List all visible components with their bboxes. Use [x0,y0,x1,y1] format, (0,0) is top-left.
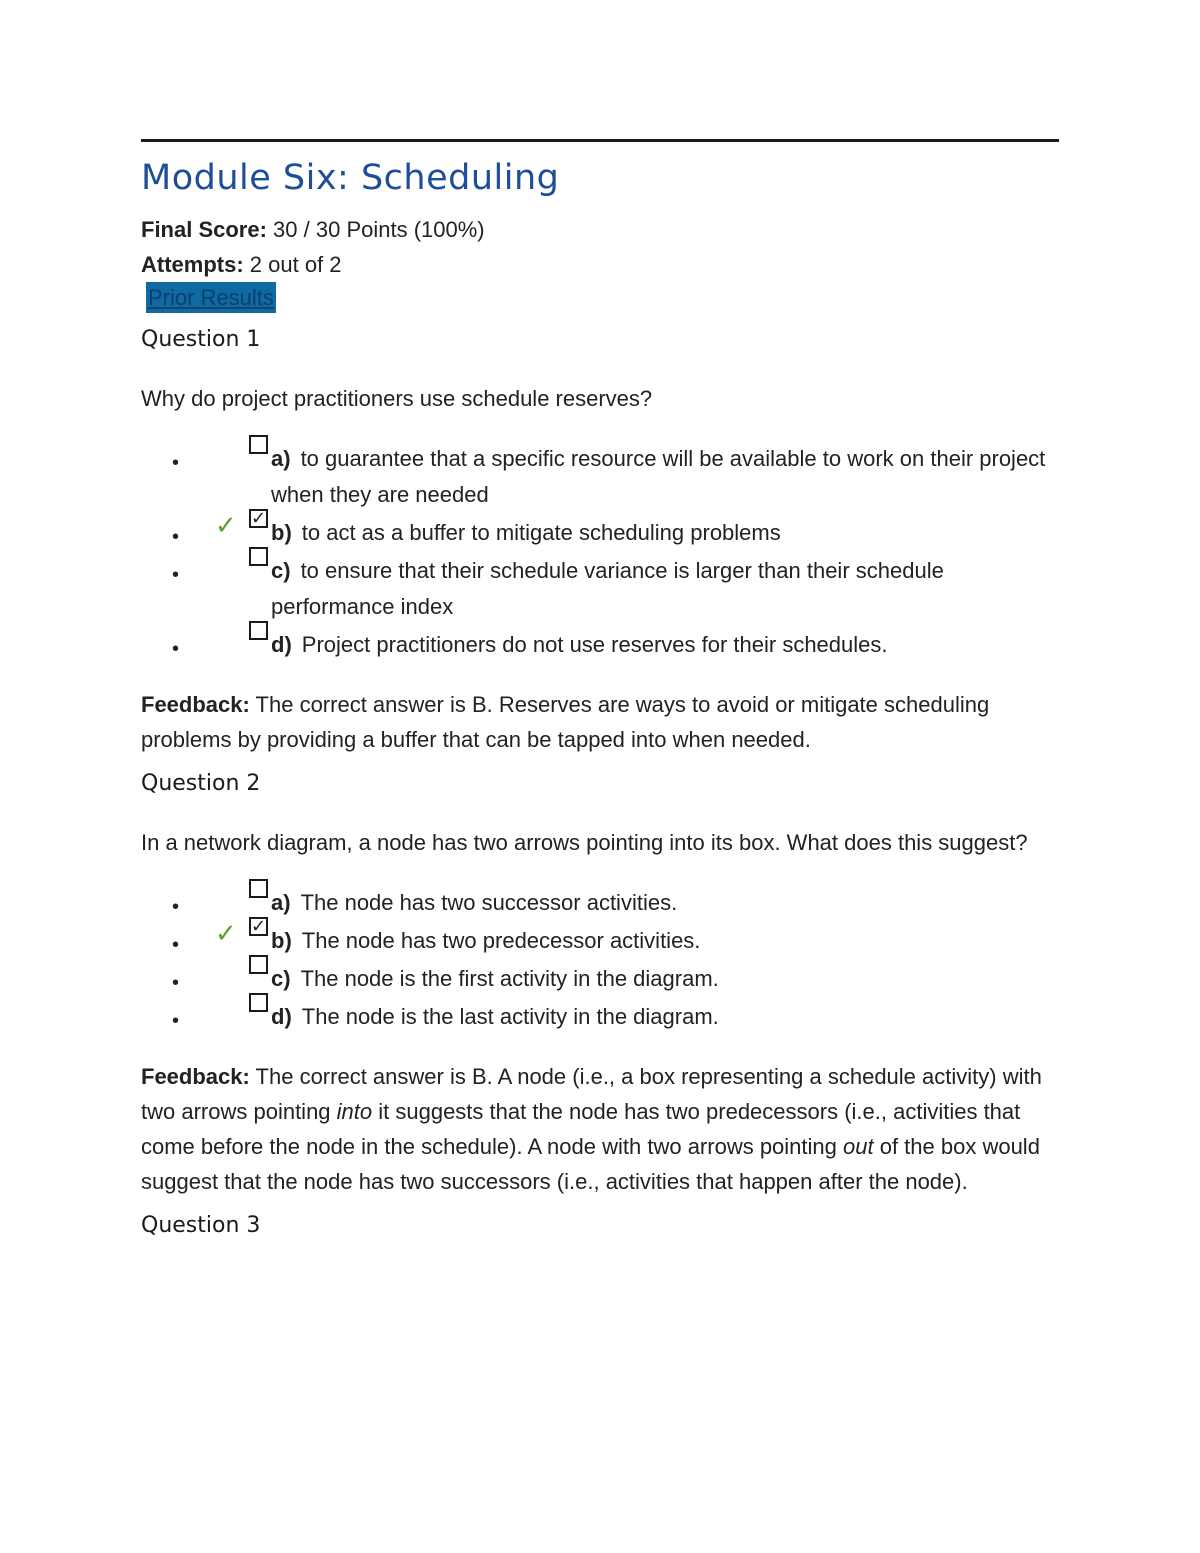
bullet-icon: • [172,638,180,660]
feedback-text-part: The correct answer is B. A node (i.e., a box representing a schedule activity) with two arrows pointing [141,1064,1042,1124]
choice-text: to ensure that their schedule variance is larger than their schedule performance index [271,558,944,619]
attempts-label: Attempts: [141,252,244,277]
final-score-label: Final Score: [141,217,267,242]
question-2-feedback [141,1059,1059,1199]
choice-item [141,627,1059,663]
choice-item [141,441,1059,513]
correct-check-icon: ✓ [215,918,237,948]
choice-item [141,916,1059,959]
quiz-results-page [141,139,1059,1241]
checkbox-unchecked[interactable] [249,993,268,1012]
checkbox-checked[interactable]: ✓ [251,508,267,528]
checkbox-unchecked[interactable] [249,621,268,640]
bullet-icon: • [172,896,180,918]
choice-item [141,999,1059,1035]
question-2-text: In a network diagram, a node has two arrows pointing into its box. What does this suggest? [141,830,1028,855]
choice-letter: c) [271,966,291,991]
feedback-text-part: it suggests that the node has two predecessors (i.e., activities that come before the node in the schedule). A node with two arrows pointing [141,1099,1021,1159]
final-score [141,212,1059,247]
page-title: Module Six: Scheduling [141,158,560,198]
choice-text: The node has two successor activities. [300,890,678,915]
feedback-emphasis-into: into [336,1099,373,1124]
choice-item [141,508,1059,551]
feedback-label: Feedback: [141,1064,250,1089]
question-1-feedback [141,687,1059,757]
choice-text: to act as a buffer to mitigate scheduling problems [301,520,781,545]
attempts [141,247,1059,282]
question-1-heading: Question 1 [141,327,261,352]
choice-text: The node is the first activity in the diagram. [300,966,719,991]
final-score-value: 30 / 30 Points (100%) [273,217,485,242]
checkbox-unchecked[interactable] [249,547,268,566]
choice-item [141,885,1059,921]
feedback-label: Feedback: [141,692,250,717]
choice-letter: d) [271,1004,292,1029]
prior-results-link[interactable]: Prior Results [146,282,276,313]
bullet-icon: • [172,564,180,586]
checkbox-unchecked[interactable] [249,879,268,898]
choice-letter: a) [271,446,291,471]
bullet-icon: • [172,972,180,994]
question-1-text: Why do project practitioners use schedule reserves? [141,386,653,411]
choice-letter: b) [271,928,292,953]
question-1-choices [141,441,1059,663]
bullet-icon: • [172,526,180,548]
choice-text: Project practitioners do not use reserves for their schedules. [301,632,888,657]
choice-letter: c) [271,558,291,583]
choice-letter: a) [271,890,291,915]
question-2-heading: Question 2 [141,771,261,796]
choice-item [141,961,1059,997]
bullet-icon: • [172,452,180,474]
choice-text: to guarantee that a specific resource will be available to work on their project when they are needed [271,446,1046,507]
choice-letter: d) [271,632,292,657]
bullet-icon: • [172,1010,180,1032]
checkbox-unchecked[interactable] [249,955,268,974]
feedback-text: The correct answer is B. Reserves are ways to avoid or mitigate scheduling problems by providing a buffer that can be tapped into when needed. [141,692,990,752]
choice-text: The node has two predecessor activities. [301,928,701,953]
choice-item [141,553,1059,625]
top-divider [141,139,1059,142]
attempts-value: 2 out of 2 [249,252,342,277]
bullet-icon: • [172,934,180,956]
feedback-emphasis-out: out [843,1134,874,1159]
checkbox-unchecked[interactable] [249,435,268,454]
question-3-heading: Question 3 [141,1213,261,1238]
correct-check-icon: ✓ [215,510,237,540]
question-2-choices [141,885,1059,1035]
choice-text: The node is the last activity in the diagram. [301,1004,719,1029]
choice-letter: b) [271,520,292,545]
feedback-text-part: of the box would suggest that the node has two successors (i.e., activities that happen after the node). [141,1134,1040,1194]
checkbox-checked[interactable]: ✓ [251,916,267,936]
